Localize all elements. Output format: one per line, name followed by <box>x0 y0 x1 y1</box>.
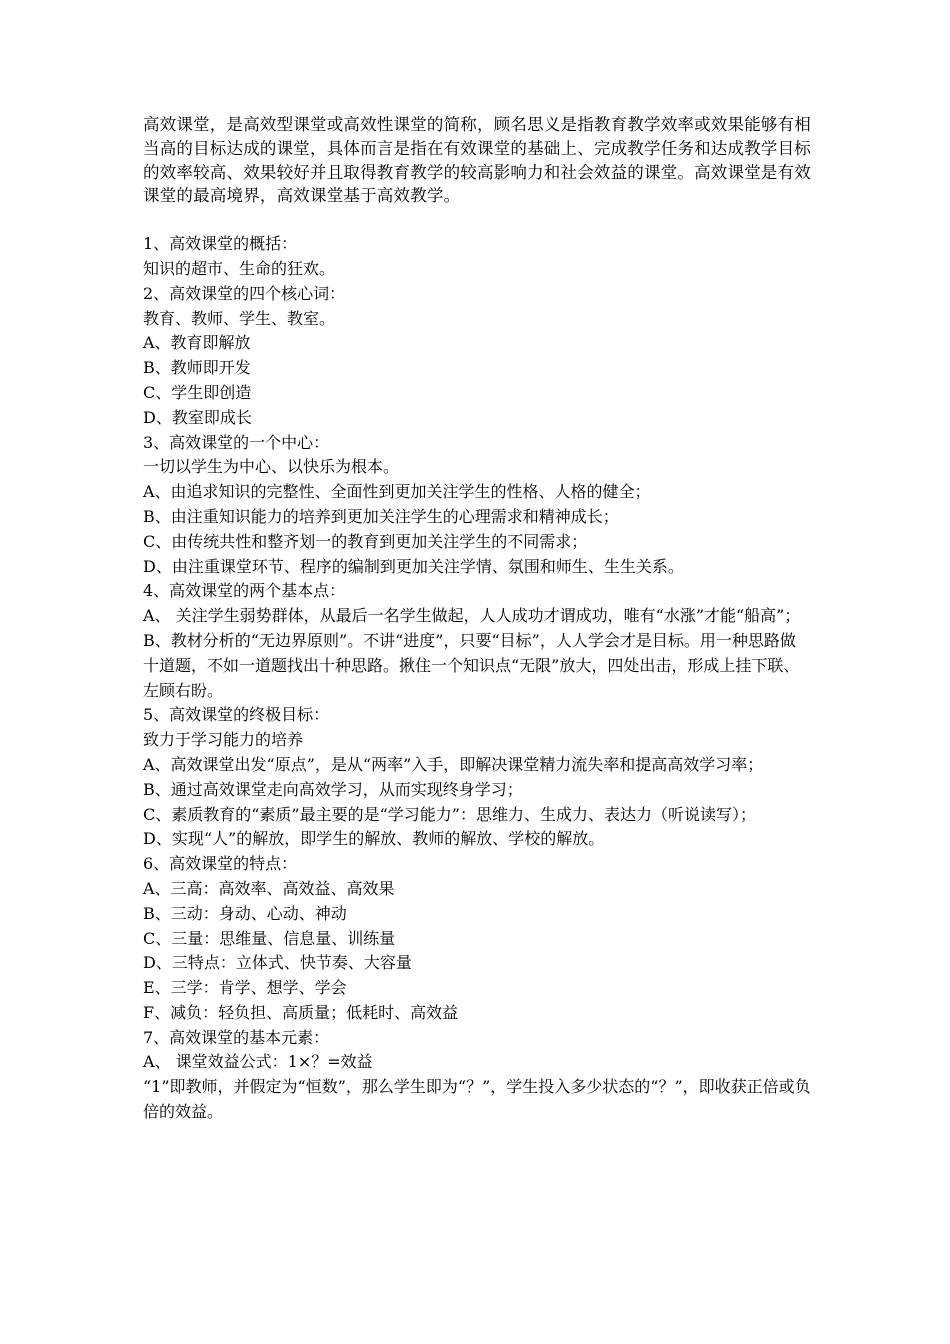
list-item: D、实现“人”的解放，即学生的解放、教师的解放、学校的解放。 <box>143 829 605 849</box>
list-item: A、三高：高效率、高效益、高效果 <box>143 878 395 898</box>
document-page <box>143 113 811 1125</box>
paragraph-spacer <box>143 208 811 232</box>
text-line: 知识的超市、生命的狂欢。 <box>143 258 336 278</box>
list-item: D、三特点：立体式、快节奏、大容量 <box>143 953 412 973</box>
list-item: C、由传统共性和整齐划一的教育到更加关注学生的不同需求； <box>143 531 588 551</box>
list-item: A、 关注学生弱势群体，从最后一名学生做起，人人成功才谓成功，唯有“水涨”才能“船高”； <box>143 606 801 626</box>
section-heading-5: 5、高效课堂的终极目标： <box>143 705 330 725</box>
section-heading-3: 3、高效课堂的一个中心： <box>143 432 330 452</box>
list-item: D、由注重课堂环节、程序的编制到更加关注学情、氛围和师生、生生关系。 <box>143 556 684 576</box>
list-item: B、由注重知识能力的培养到更加关注学生的心理需求和精神成长； <box>143 506 619 526</box>
list-item: A、 课堂效益公式：1×？=效益 <box>143 1052 373 1072</box>
list-item: D、教室即成长 <box>143 407 252 427</box>
list-item: B、教材分析的“无边界原则”。不讲“进度”，只要“目标”，人人学会才是目标。用一种思路做十道题，不如一道题找出十种思路。揪住一个知识点“无限”放大，四处出击，形成上挂下联、左顾右盼。 <box>143 630 800 700</box>
section-heading-4: 4、高效课堂的两个基本点： <box>143 581 346 601</box>
text-line: “1”即教师，并假定为“恒数”，那么学生即为“？”，学生投入多少状态的“？”，即收获正倍或负倍的效益。 <box>143 1077 811 1122</box>
list-item: C、三量：思维量、信息量、训练量 <box>143 928 396 948</box>
list-item: B、通过高效课堂走向高效学习，从而实现终身学习； <box>143 779 523 799</box>
list-item: C、素质教育的“素质”最主要的是“学习能力”：思维力、生成力、表达力（听说读写）； <box>143 804 756 824</box>
list-item: A、教育即解放 <box>143 333 251 353</box>
list-item: F、减负：轻负担、高质量；低耗时、高效益 <box>143 1002 459 1022</box>
list-item: C、学生即创造 <box>143 382 252 402</box>
section-heading-1: 1、高效课堂的概括： <box>143 234 298 254</box>
section-heading-2: 2、高效课堂的四个核心词： <box>143 283 346 303</box>
text-line: 教育、教师、学生、教室。 <box>143 308 336 328</box>
list-item: B、三动：身动、心动、神动 <box>143 903 347 923</box>
list-item: A、由追求知识的完整性、全面性到更加关注学生的性格、人格的健全； <box>143 482 651 502</box>
content-list <box>143 232 811 1125</box>
section-heading-6: 6、高效课堂的特点： <box>143 854 298 874</box>
list-item: E、三学：肯学、想学、学会 <box>143 978 347 998</box>
text-line: 致力于学习能力的培养 <box>143 730 304 750</box>
list-item: B、教师即开发 <box>143 358 251 378</box>
list-item: A、高效课堂出发“原点”，是从“两率”入手，即解决课堂精力流失率和提高高效学习率； <box>143 754 764 774</box>
intro-paragraph: 高效课堂，是高效型课堂或高效性课堂的简称，顾名思义是指教育教学效率或效果能够有相当高的目标达成的课堂，具体而言是指在有效课堂的基础上、完成教学任务和达成教学目标的效率较高、效果较好并且取得教育教学的较高影响力和社会效益的课堂。高效课堂是有效课堂的最高境界，高效课堂基于高效教学。 <box>143 115 811 206</box>
section-heading-7: 7、高效课堂的基本元素： <box>143 1027 330 1047</box>
text-line: 一切以学生为中心、以快乐为根本。 <box>143 457 400 477</box>
